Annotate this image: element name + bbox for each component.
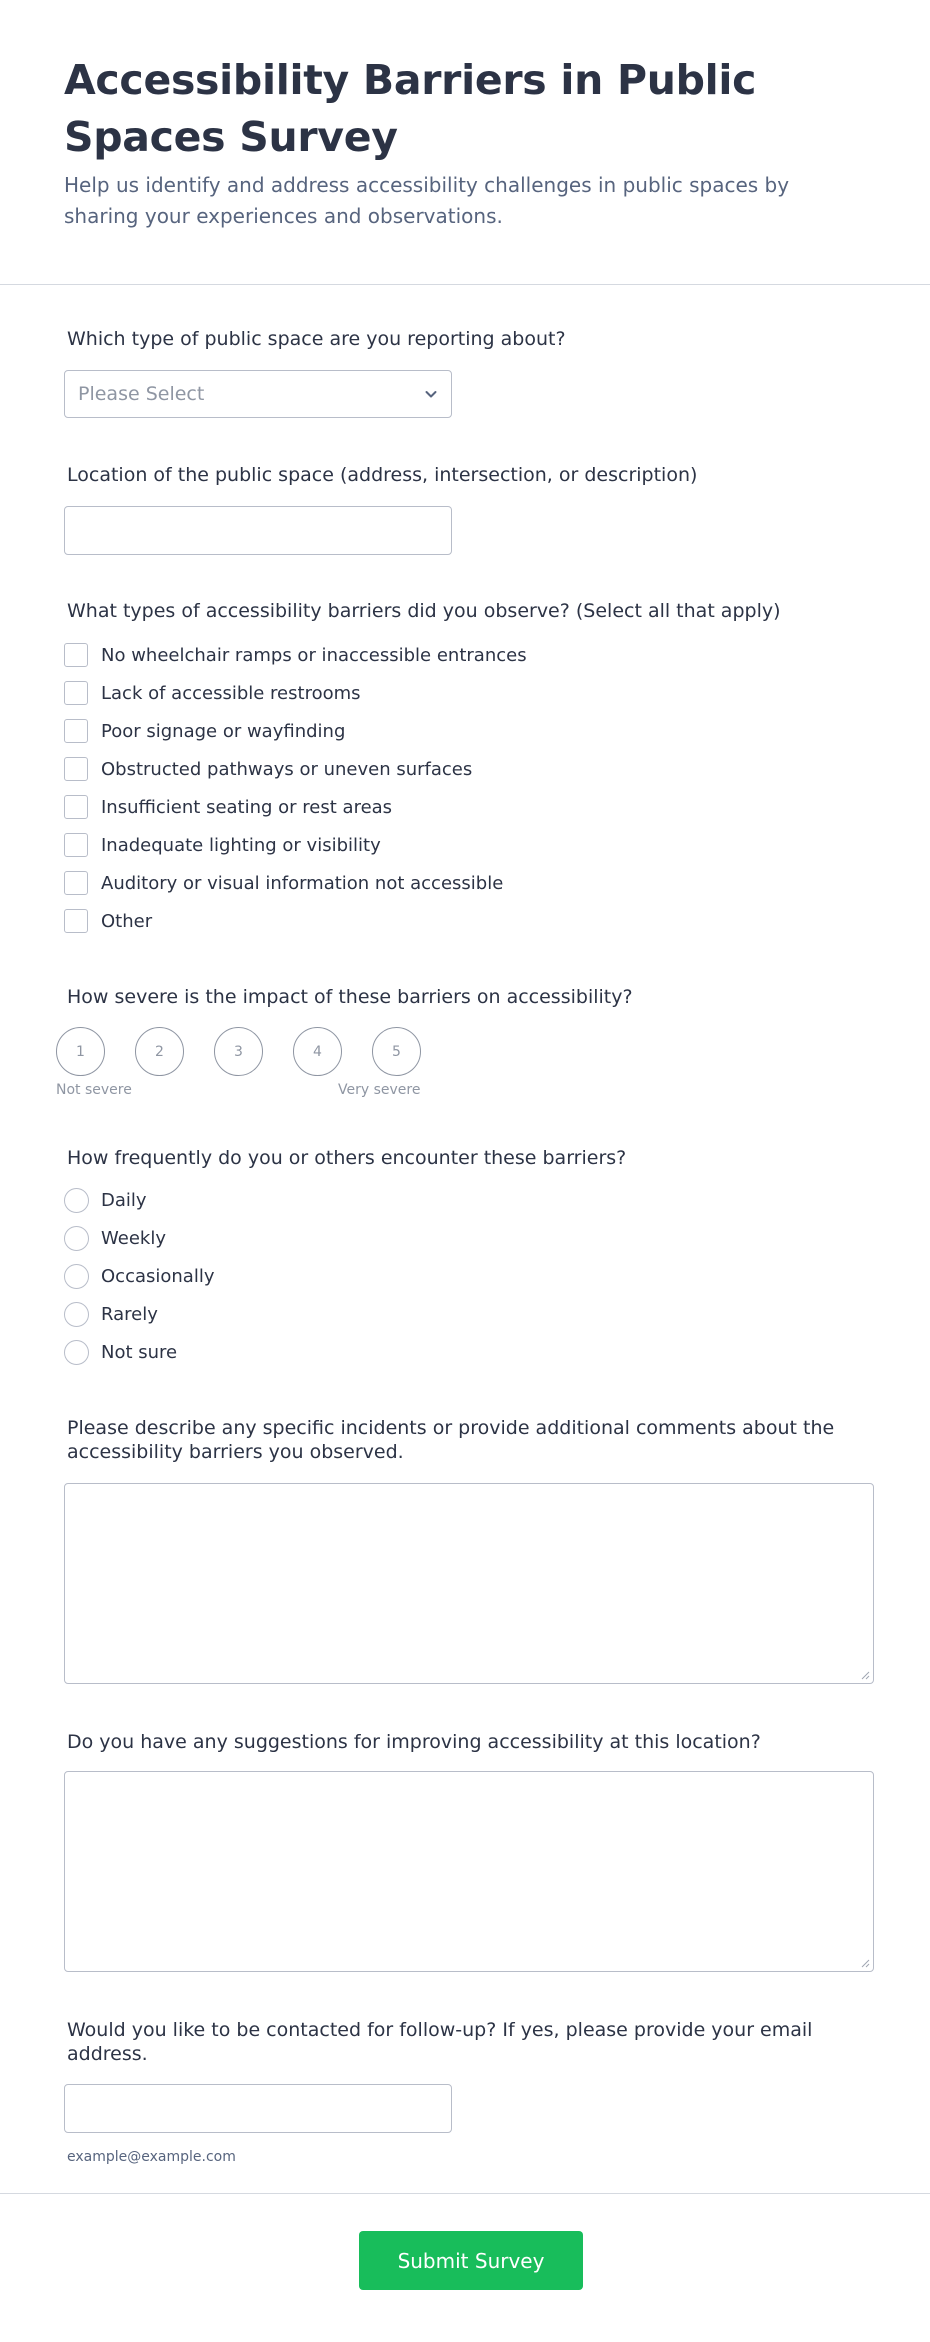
scale-option-2[interactable]: 2 xyxy=(135,1027,184,1076)
checkbox-label: Obstructed pathways or uneven surfaces xyxy=(101,758,473,780)
email-hint: example@example.com xyxy=(67,2149,236,2165)
checkbox-option[interactable] xyxy=(64,902,527,940)
question-location xyxy=(64,463,874,487)
suggestions-textarea[interactable] xyxy=(64,1771,874,1972)
checkbox-label: Inadequate lighting or visibility xyxy=(101,834,381,856)
radio-button[interactable] xyxy=(64,1188,89,1213)
question-followup-email xyxy=(64,2018,874,2165)
scale-option-1[interactable]: 1 xyxy=(56,1027,105,1076)
question-frequency xyxy=(64,1146,874,1363)
radio-button[interactable] xyxy=(64,1302,89,1327)
scale-max-caption: Very severe xyxy=(338,1082,421,1098)
chevron-down-icon xyxy=(423,386,439,402)
resize-grip-icon[interactable] xyxy=(860,1670,870,1680)
scale-option-5[interactable]: 5 xyxy=(372,1027,421,1076)
radio-label: Occasionally xyxy=(101,1265,215,1287)
checkbox[interactable] xyxy=(64,909,88,933)
checkbox-label: Poor signage or wayfinding xyxy=(101,720,346,742)
page-subtitle: Help us identify and address accessibility challenges in public spaces by sharing your experiences and observations. xyxy=(64,173,790,228)
checkbox-option[interactable] xyxy=(64,750,527,788)
radio-button[interactable] xyxy=(64,1264,89,1289)
checkbox[interactable] xyxy=(64,719,88,743)
email-field[interactable] xyxy=(64,2084,452,2133)
frequency-radio-list xyxy=(64,1181,214,1371)
question-label: How frequently do you or others encounter these barriers? xyxy=(67,1147,627,1169)
question-incidents xyxy=(64,1416,874,1464)
question-label: What types of accessibility barriers did you observe? (Select all that apply) xyxy=(67,600,781,622)
incidents-textarea[interactable] xyxy=(64,1483,874,1684)
checkbox-option[interactable] xyxy=(64,864,527,902)
location-input[interactable] xyxy=(64,506,452,555)
question-suggestions xyxy=(64,1730,874,1754)
radio-button[interactable] xyxy=(64,1340,89,1365)
checkbox-option[interactable] xyxy=(64,826,527,864)
barrier-checkbox-list xyxy=(64,636,527,940)
radio-option[interactable] xyxy=(64,1219,214,1257)
space-type-select[interactable] xyxy=(64,370,452,418)
question-severity xyxy=(56,985,874,1098)
checkbox-label: Auditory or visual information not accessible xyxy=(101,872,504,894)
question-label: Location of the public space (address, intersection, or description) xyxy=(67,464,698,486)
radio-label: Daily xyxy=(101,1189,147,1211)
checkbox-option[interactable] xyxy=(64,636,527,674)
question-space-type xyxy=(64,327,874,405)
question-barrier-types xyxy=(64,599,874,932)
radio-option[interactable] xyxy=(64,1333,214,1371)
select-value: Please Select xyxy=(78,383,205,405)
checkbox[interactable] xyxy=(64,833,88,857)
question-label: Which type of public space are you reporting about? xyxy=(67,328,566,350)
checkbox-label: Other xyxy=(101,910,153,932)
radio-label: Rarely xyxy=(101,1303,158,1325)
scale-option-3[interactable]: 3 xyxy=(214,1027,263,1076)
footer-divider xyxy=(0,2193,930,2194)
question-label: Would you like to be contacted for follow-up? If yes, please provide your email address. xyxy=(67,2019,813,2065)
radio-option[interactable] xyxy=(64,1295,214,1333)
scale-option-4[interactable]: 4 xyxy=(293,1027,342,1076)
resize-grip-icon[interactable] xyxy=(860,1958,870,1968)
radio-label: Not sure xyxy=(101,1341,178,1363)
radio-option[interactable] xyxy=(64,1257,214,1295)
question-label: How severe is the impact of these barriers on accessibility? xyxy=(67,986,633,1008)
checkbox[interactable] xyxy=(64,681,88,705)
checkbox-option[interactable] xyxy=(64,788,527,826)
checkbox-label: No wheelchair ramps or inaccessible entrances xyxy=(101,644,527,666)
checkbox[interactable] xyxy=(64,643,88,667)
checkbox[interactable] xyxy=(64,871,88,895)
radio-label: Weekly xyxy=(101,1227,166,1249)
page-title: Accessibility Barriers in Public Spaces Survey xyxy=(64,56,757,161)
question-label: Do you have any suggestions for improving accessibility at this location? xyxy=(67,1731,761,1753)
checkbox-label: Insufficient seating or rest areas xyxy=(101,796,393,818)
form-header xyxy=(0,0,930,285)
scale-min-caption: Not severe xyxy=(56,1082,132,1098)
checkbox-option[interactable] xyxy=(64,674,527,712)
checkbox-label: Lack of accessible restrooms xyxy=(101,682,361,704)
checkbox[interactable] xyxy=(64,757,88,781)
submit-button[interactable]: Submit Survey xyxy=(359,2231,583,2290)
checkbox[interactable] xyxy=(64,795,88,819)
checkbox-option[interactable] xyxy=(64,712,527,750)
radio-option[interactable] xyxy=(64,1181,214,1219)
question-label: Please describe any specific incidents or provide additional comments about the accessibility barriers you observed. xyxy=(67,1417,835,1463)
radio-button[interactable] xyxy=(64,1226,89,1251)
